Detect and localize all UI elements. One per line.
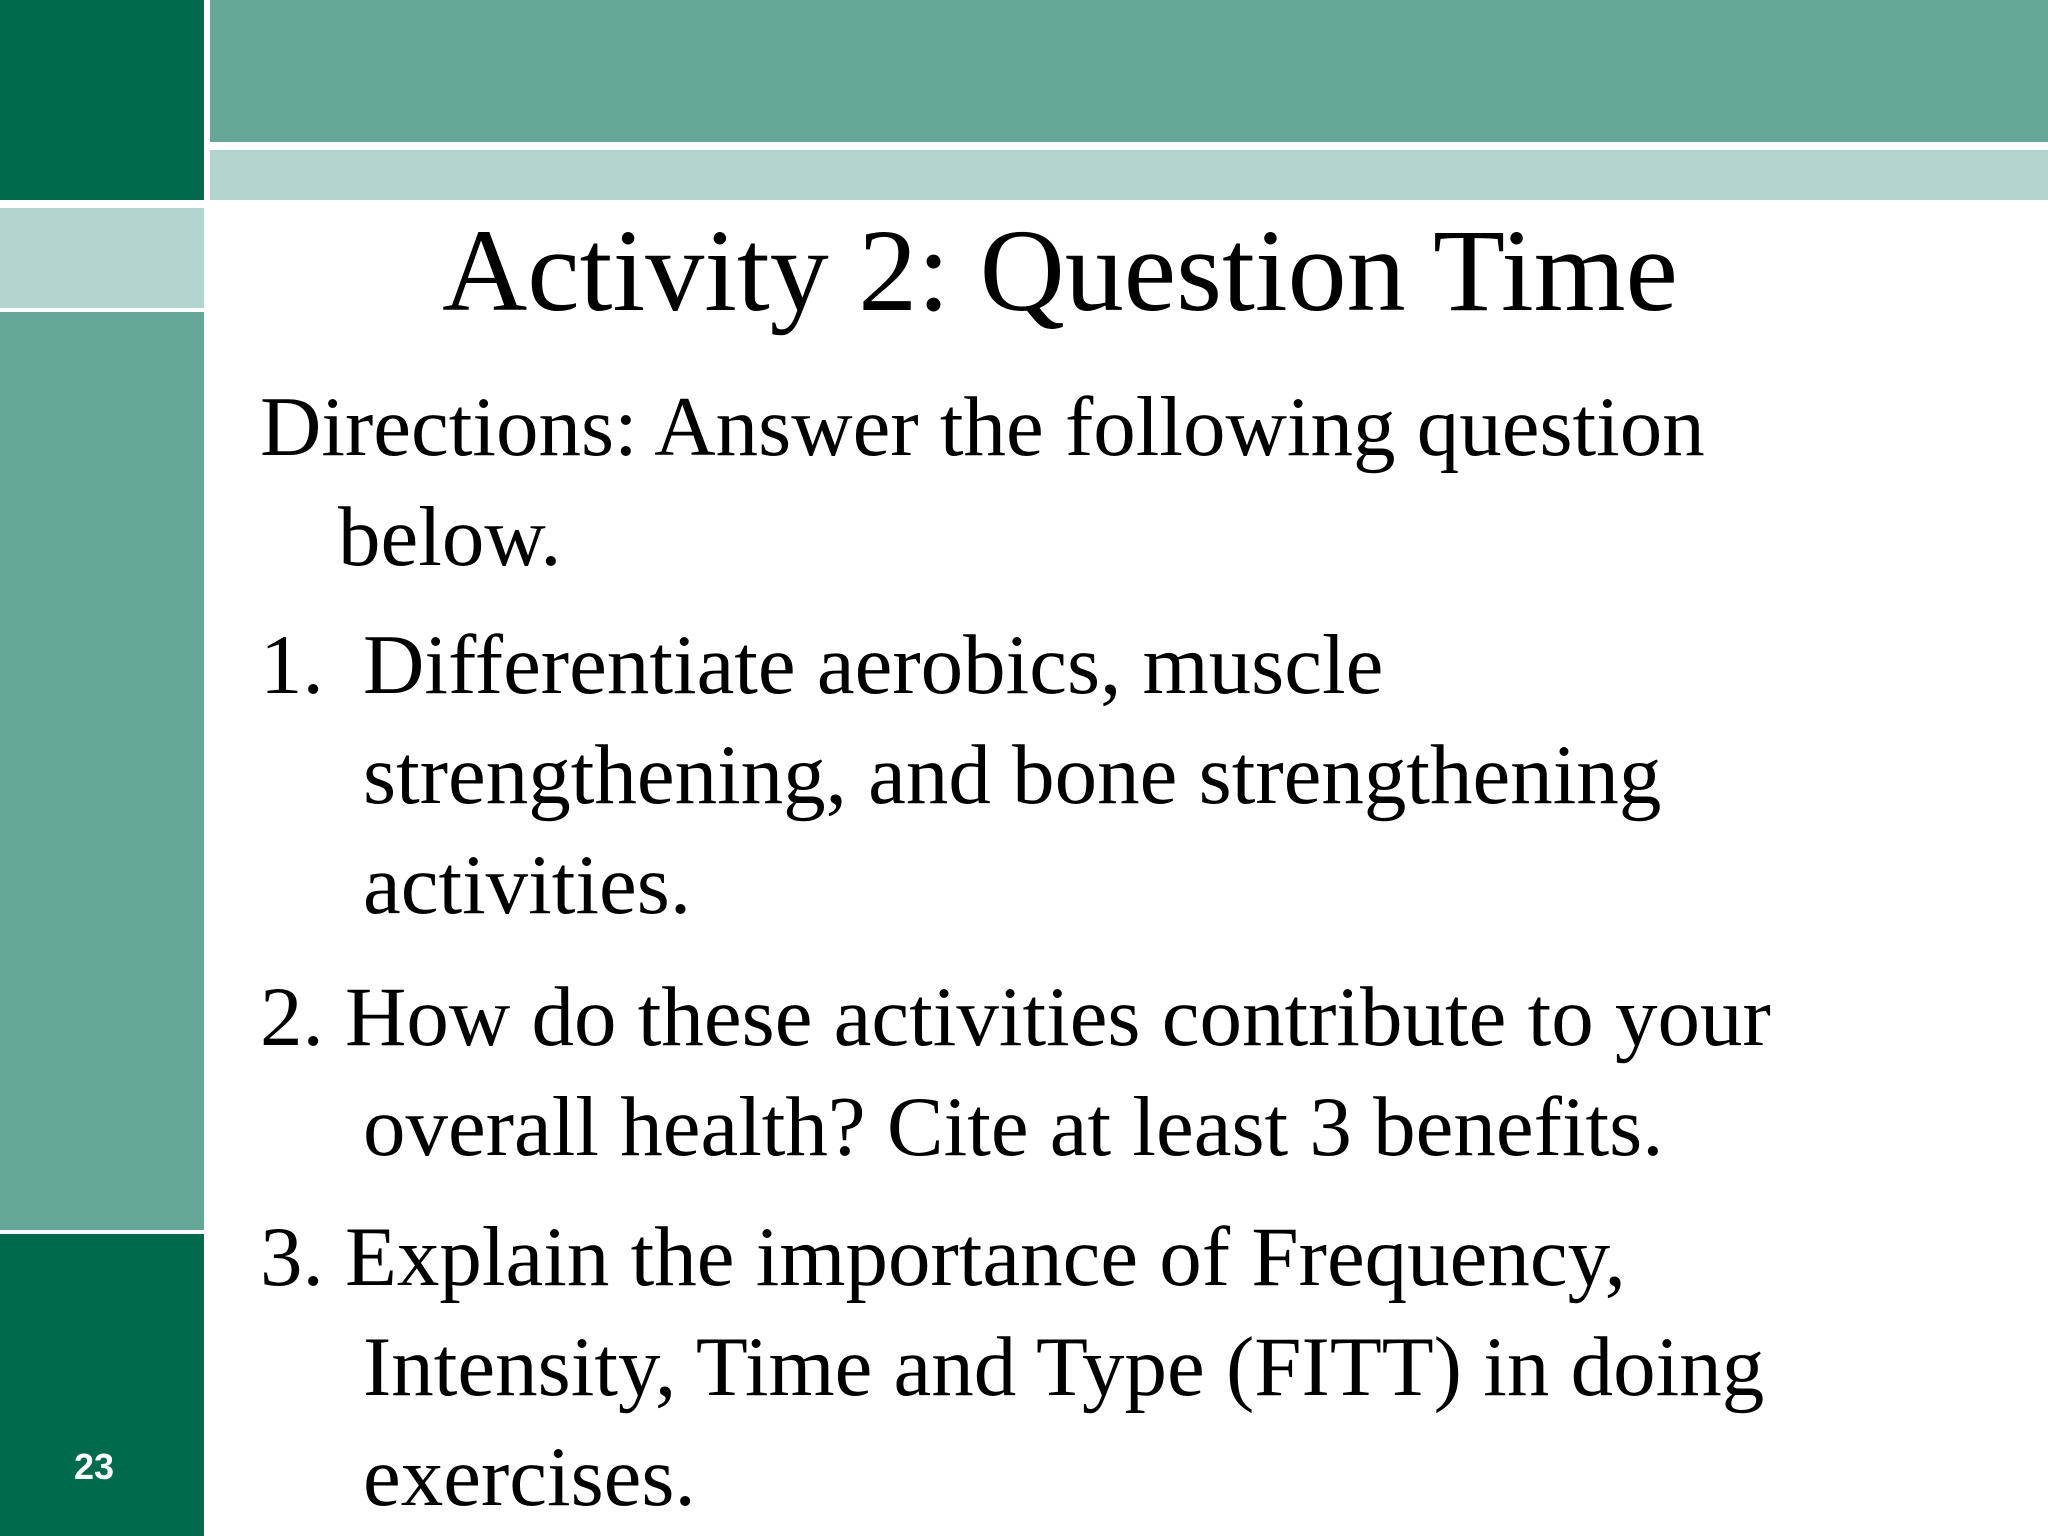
- question-2: [260, 962, 2020, 1182]
- question-1-line-1: Differentiate aerobics, muscle: [363, 618, 1384, 712]
- directions-line-1: Directions: Answer the following question: [260, 380, 1705, 474]
- slide-title: Activity 2: Question Time: [442, 205, 1678, 336]
- directions-line-2: below.: [338, 490, 562, 584]
- question-1-line-3: activities.: [363, 838, 692, 932]
- question-1-body: [363, 610, 2003, 940]
- directions-paragraph: [260, 372, 2020, 592]
- question-3-line-1: Explain the importance of Frequency,: [345, 1210, 1626, 1304]
- question-3-line-3: exercises.: [363, 1430, 696, 1524]
- question-1-number: 1.: [260, 618, 324, 712]
- left-mid-bar: [0, 312, 204, 1230]
- question-1-line-2: strengthening, and bone strengthening: [363, 728, 1662, 822]
- left-bottom-dark-bar: [0, 1234, 204, 1536]
- question-2-line-2: overall health? Cite at least 3 benefits.: [363, 1080, 1664, 1174]
- question-3-number: 3.: [260, 1210, 324, 1304]
- question-2-line-1: How do these activities contribute to your: [345, 970, 1771, 1064]
- page-number: 23: [74, 1446, 115, 1487]
- top-light-bar: [210, 150, 2048, 200]
- left-light-bar: [0, 208, 204, 308]
- question-2-number: 2.: [260, 970, 324, 1064]
- question-2-first-line: [260, 962, 2020, 1072]
- top-band-bar: [210, 0, 2048, 142]
- question-3-line-2: Intensity, Time and Type (FITT) in doing: [363, 1320, 1765, 1414]
- left-top-dark-bar: [0, 0, 204, 200]
- question-3-first-line: [260, 1202, 2020, 1312]
- question-3: [260, 1202, 2020, 1532]
